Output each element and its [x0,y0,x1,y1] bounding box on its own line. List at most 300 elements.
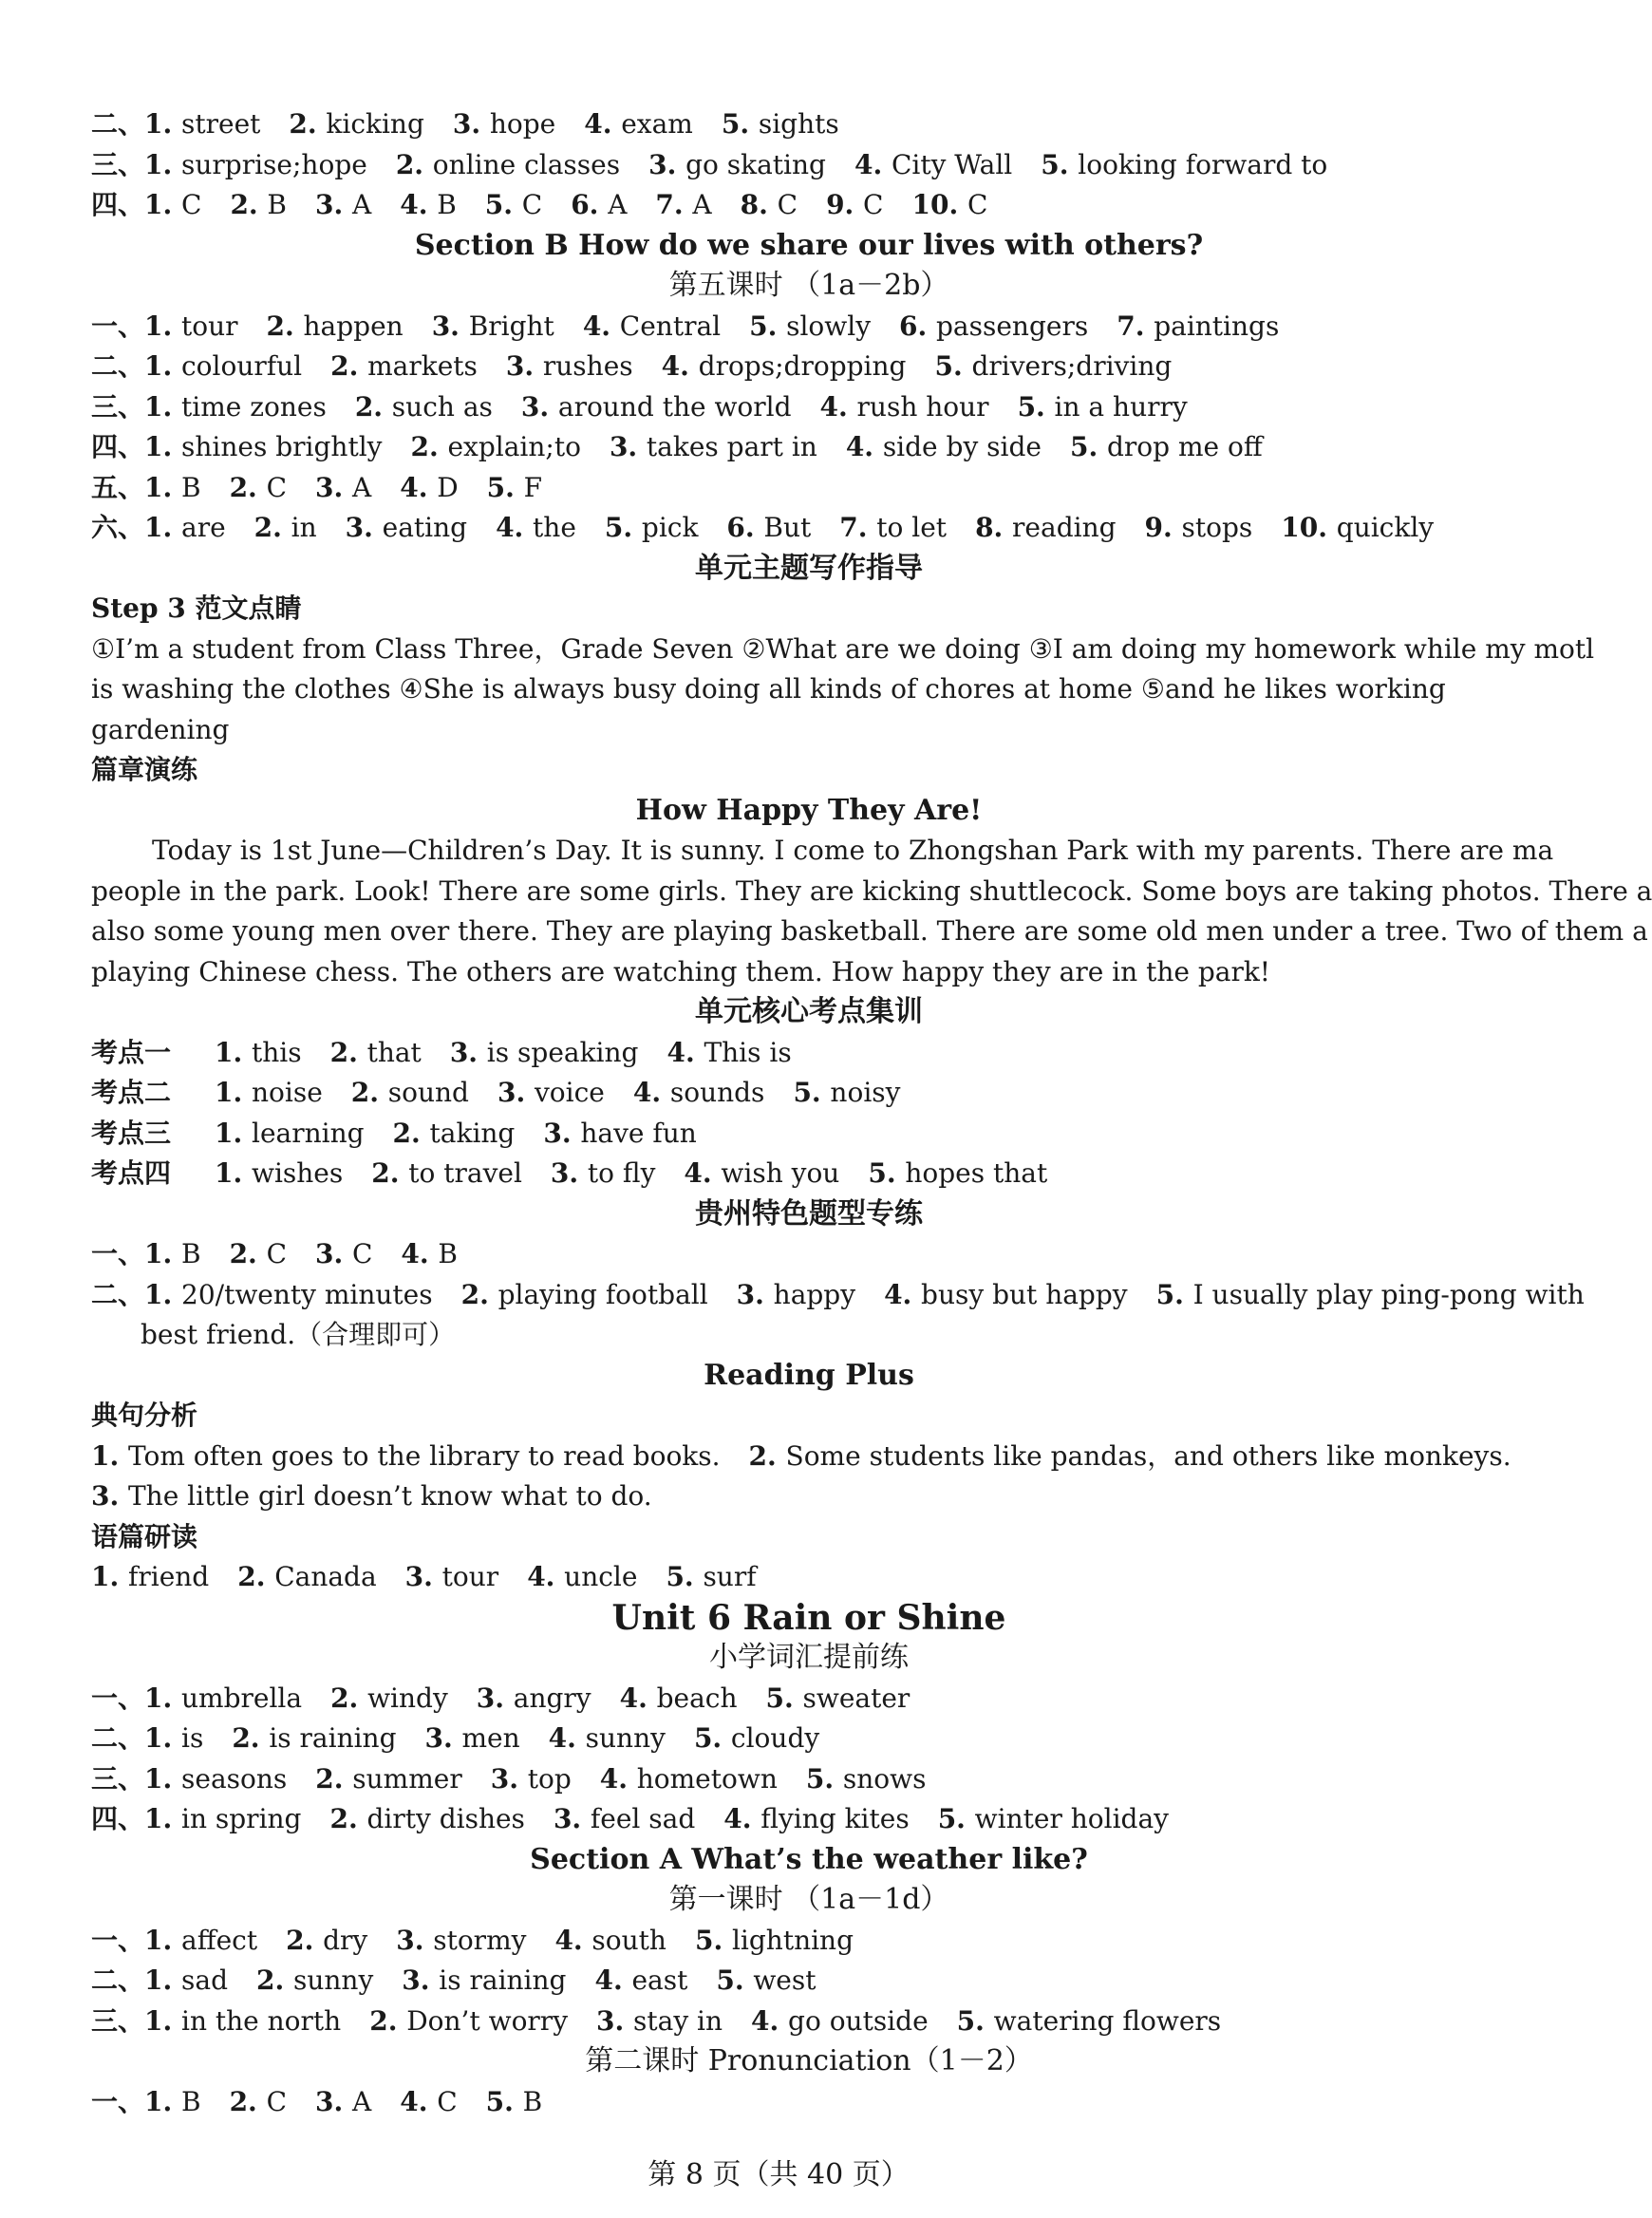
answer-item [144,108,260,140]
answer-item [826,189,883,220]
answer-item [1041,149,1327,180]
answer-number: 2. [286,1924,324,1956]
answer-item [1145,512,1253,543]
answer-text: F [523,471,543,503]
answer-item [749,310,871,342]
answer-row [91,427,1527,468]
step-3-label: Step 3 范文点睛 [91,592,302,624]
answer-text: C [863,189,884,220]
answer-text: C [181,189,202,220]
answer-item [662,350,907,382]
reading-plus-title: Reading Plus [704,1358,914,1392]
answer-number: 5. [716,1964,754,1996]
answer-number: 5. [721,108,759,140]
answer-text: D [437,471,459,503]
answer-text: B [437,189,457,220]
answer-text: stops [1181,512,1253,543]
answer-item [723,1803,909,1834]
answer-item [751,2005,929,2037]
answer-item [806,1763,927,1795]
answer-item [144,472,201,503]
answer-number: 1. [144,350,181,382]
row-label: 五、 [91,471,145,503]
answer-text: Bright [468,310,554,342]
answer-number: 4. [661,350,699,382]
answer-item [506,350,633,382]
answer-text: time zones [181,390,327,423]
answer-text: flying kites [760,1803,910,1834]
answer-text: to fly [587,1157,656,1189]
answer-item [144,189,201,220]
answer-number: 3. [315,471,352,503]
answer-item [716,1964,816,1996]
answer-text: watering flowers [993,2004,1222,2037]
answer-number: 5. [666,1561,704,1592]
answer-text: reading [1012,512,1117,543]
answer-number: 2. [237,1561,275,1592]
answer-text: dirty dishes [366,1803,525,1834]
answer-item [393,1118,516,1149]
answer-row [91,1437,1527,1477]
answer-item [554,1803,695,1834]
answer-item [346,512,467,543]
passage-study-label: 语篇研读 [91,1520,198,1552]
answer-item [144,1722,203,1754]
answer-row [91,1154,1527,1194]
answer-text: hopes that [905,1157,1048,1189]
answer-number: 2. [315,1762,353,1795]
answer-item [551,1157,656,1189]
answer-number: 2. [253,512,291,543]
answer-text: lightning [731,1924,854,1956]
guizhou-answers [91,1234,1585,1315]
answer-number: 4. [582,310,620,342]
answer-item [793,1077,900,1108]
answer-text: C [266,471,287,503]
answer-text: summer [352,1762,462,1795]
answer-text: is raining [439,1964,567,1996]
answer-row [91,1679,1527,1720]
page-footer: 第 8 页（共 40 页） [648,2158,910,2191]
answer-text: colourful [181,350,303,382]
answer-item [899,310,1088,342]
answer-text: B [267,189,287,220]
answer-row [91,468,1527,509]
answer-text: tour [441,1561,499,1592]
answer-text: A [351,2085,372,2117]
answer-text: winter holiday [974,1803,1169,1834]
answer-number: 2. [329,1803,367,1834]
row-label: 考点三 [91,1117,172,1149]
answer-text: C [266,2085,287,2117]
answer-row [91,387,1527,428]
answer-number: 5. [749,310,787,342]
answer-number: 1. [144,512,181,543]
answer-number: 5. [956,2004,994,2037]
answer-text: to let [876,512,948,543]
answer-number: 3. [490,1762,528,1795]
answer-number: 4. [548,1722,586,1754]
answer-item [453,108,555,140]
answer-item [402,1964,566,1996]
answer-text: street [181,108,261,140]
answer-text: hometown [636,1762,778,1795]
answer-number: 3. [315,2085,352,2117]
answer-text: B [181,471,201,503]
answer-item [400,2086,457,2117]
answer-item [330,1682,448,1714]
answer-text: sound [387,1077,469,1108]
answer-item [1018,391,1188,423]
answer-number: 5. [484,189,522,220]
answer-item [543,1118,696,1149]
answer-text: A [351,471,372,503]
answer-text: go skating [685,148,826,180]
answer-item [215,1077,323,1108]
answer-text: explain;to [447,431,581,462]
answer-row [91,347,1527,387]
answer-item [975,512,1116,543]
answer-text: is raining [269,1722,397,1754]
answer-text: such as [391,390,493,423]
answer-item [620,1682,738,1714]
answer-item [144,350,302,382]
answer-number: 2. [392,1117,430,1149]
answer-item [396,149,620,180]
answer-item [527,1561,637,1592]
answer-number: 3. [520,390,558,423]
answer-number: 1. [144,1762,181,1795]
answer-item [584,108,693,140]
answer-text: busy but happy [921,1278,1128,1310]
answer-number: 6. [726,512,764,543]
answer-item [144,310,238,342]
answer-text: looking forward to [1078,148,1328,180]
answer-number: 5. [805,1762,843,1795]
unit-6-vocab-answers [91,1679,1527,1840]
answer-text: online classes [432,148,621,180]
answer-text: sweater [802,1682,910,1714]
answer-text: A [692,189,712,220]
answer-item [749,1440,1511,1472]
answer-number: 4. [632,1077,670,1108]
answer-number: 7. [655,189,693,220]
answer-item [144,1925,257,1956]
row-label: 二、 [91,1278,145,1310]
answer-number: 3. [91,1480,128,1512]
answer-number: 3. [497,1077,535,1108]
answer-text: This is [704,1036,792,1068]
answer-item [144,1803,301,1834]
answer-text: beach [656,1682,738,1714]
answer-number: 6. [899,310,936,342]
answer-row [91,1961,1527,2002]
answer-item [854,149,1012,180]
answer-text: top [527,1762,572,1795]
answer-number: 2. [410,431,448,462]
answer-item [911,189,987,220]
answer-row [91,1114,1527,1155]
answer-row [91,307,1527,348]
answer-item [405,1561,499,1592]
answer-item [144,1763,287,1795]
answer-item [666,1561,756,1592]
answer-number: 2. [460,1278,498,1310]
answer-number: 4. [619,1682,657,1714]
answer-item [401,1238,458,1269]
answer-item [329,1803,524,1834]
answer-text: quickly [1336,512,1435,543]
row-label: 一、 [91,1924,145,1956]
answer-item [884,1279,1128,1310]
answer-text: east [631,1964,688,1996]
answer-item [487,472,542,503]
answer-number: 3. [315,189,352,220]
answer-number: 1. [144,431,181,462]
answer-number: 4. [684,1157,722,1189]
answer-text: is [181,1722,204,1754]
answer-number: 1. [91,1439,128,1472]
answer-number: 2. [229,471,267,503]
lesson-5-title: 第五课时 （1a－2b） [668,269,949,302]
model-line-3: gardening [91,713,230,745]
answer-text: dry [323,1924,368,1956]
answer-number: 4. [599,1762,637,1795]
answer-number: 9. [1144,512,1182,543]
answer-text: angry [513,1682,591,1714]
answer-text: Some students like pandas，and others like monkeys. [785,1439,1511,1472]
answer-number: 4. [723,1803,761,1834]
answer-text: pick [641,512,699,543]
answer-number: 1. [144,2085,181,2117]
answer-item [957,2005,1222,2037]
answer-item [868,1157,1047,1189]
answer-number: 5. [1041,148,1079,180]
answer-number: 3. [736,1278,774,1310]
essay-line-4: playing Chinese chess. The others are watching them. How happy they are in the park! [91,955,1271,987]
answer-number: 1. [144,1803,181,1834]
answer-number: 5. [934,350,972,382]
answer-item [315,189,371,220]
answer-number: 3. [609,431,647,462]
answer-item [144,1238,201,1269]
answer-item [315,1763,461,1795]
answer-number: 1. [144,108,181,140]
answer-number: 6. [571,189,609,220]
answer-number: 2. [395,148,433,180]
answer-number: 4. [751,2004,789,2037]
answer-number: 4. [527,1561,565,1592]
answer-text: B [181,2085,201,2117]
answer-text: in [291,512,317,543]
answer-text: go outside [788,2004,929,2037]
answer-number: 3. [476,1682,514,1714]
answer-number: 5. [694,1924,732,1956]
answer-number: 2. [354,390,392,423]
answer-text: B [522,2085,543,2117]
answer-number: 4. [400,189,438,220]
answer-text: slowly [786,310,872,342]
answer-number: 4. [400,471,438,503]
answer-text: in the north [181,2004,342,2037]
answer-row [91,2082,1527,2123]
answer-item [144,2005,341,2037]
answer-text: Central [619,310,722,342]
answer-number: 7. [1117,310,1155,342]
answer-item [496,512,576,543]
section-b-title: Section B How do we share our lives with others? [414,228,1204,262]
answer-number: 1. [144,1722,181,1754]
answer-row [91,508,1527,549]
answer-number: 1. [144,148,181,180]
answer-number: 4. [401,1238,439,1269]
answer-text: sounds [669,1077,765,1108]
answer-text: The little girl doesn’t know what to do. [127,1480,652,1512]
answer-text: rushes [542,350,633,382]
answer-number: 2. [232,1722,270,1754]
row-label: 四、 [91,189,145,220]
answer-item [286,1925,367,1956]
answer-text: Don’t worry [406,2004,569,2037]
answer-number: 1. [144,1924,181,1956]
answer-item [144,512,226,543]
answer-item [583,310,721,342]
answer-item [655,189,711,220]
answer-item [648,149,826,180]
answer-number: 1. [215,1077,252,1108]
answer-item [330,1037,422,1068]
answer-text: south [591,1924,666,1956]
answer-text: affect [181,1924,258,1956]
answer-text: exam [621,108,693,140]
answer-number: 2. [256,1964,293,1996]
answer-text: cloudy [730,1722,820,1754]
answer-text: have fun [580,1117,697,1149]
answer-row [91,1759,1527,1800]
answer-item [230,472,287,503]
answer-text: happen [303,310,404,342]
row-label: 六、 [91,512,145,543]
answer-number: 5. [1017,390,1055,423]
answer-number: 4. [594,1964,632,1996]
answer-text: snows [842,1762,927,1795]
answer-number: 2. [350,1077,388,1108]
answer-item [605,512,699,543]
row-label: 考点四 [91,1157,172,1189]
answer-text: noise [251,1077,323,1108]
answer-item [330,350,478,382]
answer-item [400,189,457,220]
section-b-answers [91,307,1527,549]
answer-item [633,1077,765,1108]
core-points-answers [91,1033,1527,1194]
answer-number: 9. [826,189,864,220]
row-label: 一、 [91,310,145,342]
answer-item [91,1561,209,1592]
answer-item [230,189,287,220]
answer-row [91,1033,1527,1074]
answer-number: 4. [845,431,883,462]
answer-number: 4. [884,1278,922,1310]
answer-number: 1. [144,1964,181,1996]
vocab-preview-title: 小学词汇提前练 [709,1641,909,1674]
answer-number: 1. [144,189,181,220]
answer-number: 3. [345,512,383,543]
answer-item [144,431,382,462]
guizhou-title: 贵州特色题型专练 [695,1196,923,1231]
answer-text: C [967,189,988,220]
row-label: 二、 [91,350,145,382]
answer-number: 1. [144,471,181,503]
answer-number: 7. [839,512,877,543]
answer-number: 4. [400,2085,438,2117]
answer-item [256,1964,373,1996]
answer-number: 5. [868,1157,906,1189]
answer-number: 3. [543,1117,581,1149]
answer-item [741,189,798,220]
answer-number: 3. [402,1964,440,1996]
answer-item [1281,512,1434,543]
answer-text: tour [181,310,238,342]
answer-number: 1. [91,1561,128,1592]
answer-item [91,1440,721,1472]
answer-item [400,472,458,503]
row-label: 四、 [91,431,145,462]
lesson-2-title: 第二课时 Pronunciation（1－2） [585,2044,1033,2077]
row-label: 三、 [91,148,145,180]
answer-number: 1. [215,1036,252,1068]
answer-number: 2. [329,1036,367,1068]
answer-item [230,2086,287,2117]
answer-item [215,1118,365,1149]
answer-number: 4. [554,1924,592,1956]
answer-number: 2. [266,310,304,342]
answer-item [497,1077,605,1108]
row-label: 考点一 [91,1036,172,1068]
answer-number: 1. [215,1117,252,1149]
answer-text: uncle [564,1561,638,1592]
answer-text: drop me off [1106,431,1263,462]
answer-number: 2. [230,189,268,220]
row-label: 一、 [91,1682,145,1714]
answer-item [596,2005,723,2037]
answer-number: 5. [693,1722,731,1754]
answer-number: 3. [452,108,490,140]
essay-title: How Happy They Are! [635,793,983,827]
answer-item [571,189,627,220]
answer-item [934,350,1172,382]
answer-text: But [763,512,812,543]
answer-text: kicking [326,108,424,140]
answer-number: 3. [648,148,686,180]
answer-row [91,1073,1527,1114]
lesson-1-title: 第一课时 （1a－1d） [668,1883,949,1916]
answer-item [938,1803,1169,1834]
answer-number: 1. [144,1278,181,1310]
answer-text: sunny [585,1722,666,1754]
answer-text: taking [429,1117,516,1149]
answer-item [230,1238,287,1269]
answer-number: 3. [396,1924,434,1956]
answer-number: 5. [793,1077,831,1108]
answer-number: 2. [229,2085,267,2117]
answer-number: 2. [330,350,368,382]
answer-text: noisy [830,1077,901,1108]
answer-item [594,1964,687,1996]
answer-text: voice [534,1077,605,1108]
answer-text: learning [251,1117,365,1149]
answer-text: drivers;driving [971,350,1173,382]
